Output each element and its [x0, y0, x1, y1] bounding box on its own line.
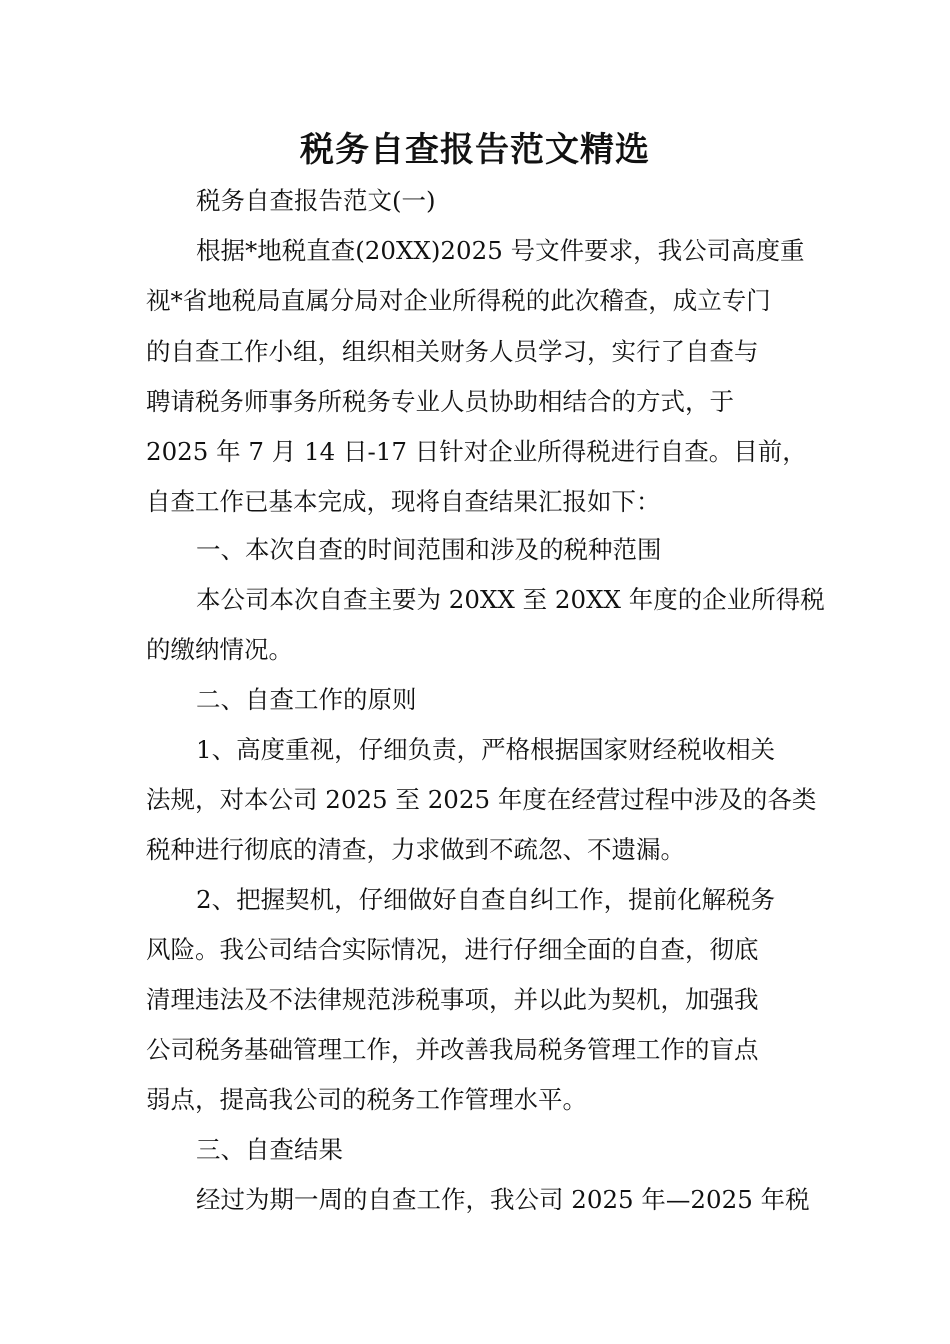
paragraph-line: 1、高度重视，仔细负责，严格根据国家财经税收相关	[196, 735, 776, 764]
section-heading: 三、自查结果	[196, 1135, 343, 1164]
paragraph-line: 税种进行彻底的清查，力求做到不疏忽、不遗漏。	[146, 835, 685, 864]
paragraph-line: 本公司本次自查主要为 20XX 至 20XX 年度的企业所得税	[196, 585, 825, 614]
section-heading: 二、自查工作的原则	[196, 685, 417, 714]
paragraph-line: 法规，对本公司 2025 至 2025 年度在经营过程中涉及的各类	[146, 785, 817, 814]
paragraph-line: 聘请税务师事务所税务专业人员协助相结合的方式，于	[146, 387, 734, 416]
paragraph-line: 的缴纳情况。	[146, 635, 293, 664]
paragraph-line: 根据*地税直查(20XX)2025 号文件要求，我公司高度重	[196, 236, 805, 265]
paragraph-line: 自查工作已基本完成，现将自查结果汇报如下：	[146, 487, 661, 516]
paragraph-line: 2、把握契机，仔细做好自查自纠工作，提前化解税务	[196, 885, 776, 914]
paragraph-line: 2025 年 7 月 14 日-17 日针对企业所得税进行自查。目前，	[146, 437, 807, 466]
paragraph-line: 清理违法及不法律规范涉税事项，并以此为契机，加强我	[146, 985, 759, 1014]
paragraph-line: 的自查工作小组，组织相关财务人员学习，实行了自查与	[146, 337, 759, 366]
paragraph-line: 经过为期一周的自查工作，我公司 2025 年—2025 年税	[196, 1185, 810, 1214]
section-heading: 一、本次自查的时间范围和涉及的税种范围	[196, 535, 662, 564]
paragraph-line: 公司税务基础管理工作，并改善我局税务管理工作的盲点	[146, 1035, 759, 1064]
section-subtitle: 税务自查报告范文(一)	[196, 186, 436, 215]
document-title: 税务自查报告范文精选	[300, 130, 650, 170]
paragraph-line: 风险。我公司结合实际情况，进行仔细全面的自查，彻底	[146, 935, 759, 964]
paragraph-line: 弱点，提高我公司的税务工作管理水平。	[146, 1085, 587, 1114]
paragraph-line: 视*省地税局直属分局对企业所得税的此次稽查，成立专门	[146, 286, 771, 315]
